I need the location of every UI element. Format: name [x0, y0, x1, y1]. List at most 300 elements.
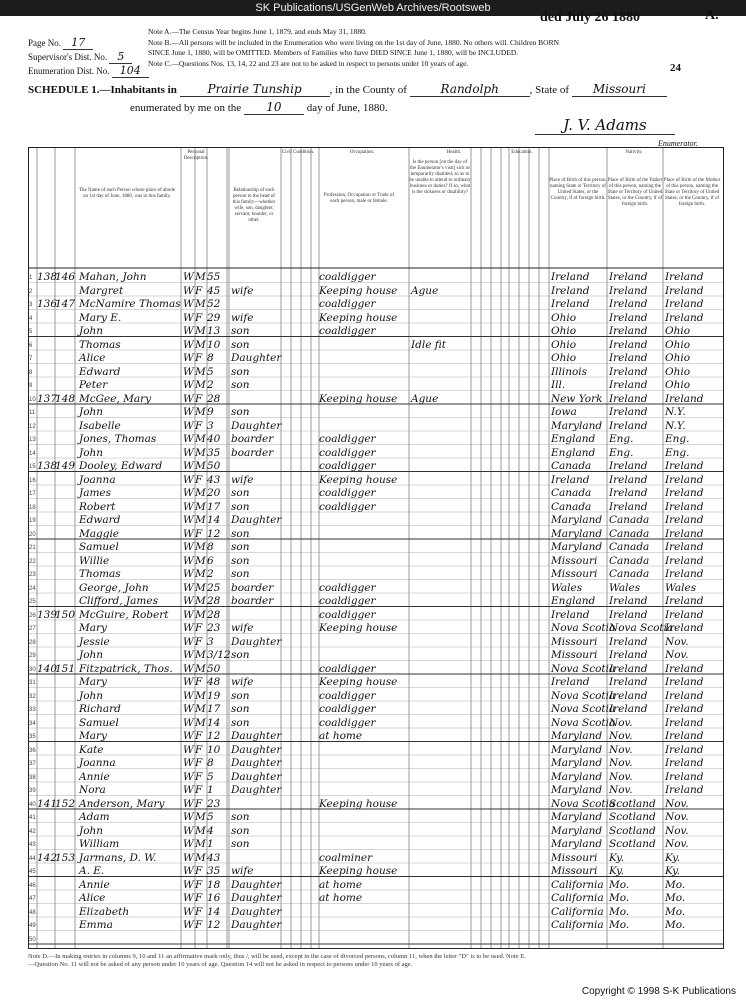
- cell-race: W: [183, 325, 194, 337]
- cell-birthplace: Nova Scotia: [551, 662, 616, 675]
- cell-age: 3: [207, 635, 214, 648]
- row-line-number: 37: [29, 761, 36, 767]
- cell-birthplace: Missouri: [551, 554, 598, 567]
- cell-mother: Ireland: [665, 568, 704, 580]
- cell-name: Mahan, John: [79, 271, 147, 283]
- health-col-head: Is the person [on the day of the Enumerator's visit] sick or temporarily disabled, so as to be unable to attend to ordinary business or duties? If so, what is the sickness or disability?: [409, 160, 471, 195]
- cell-relation: Daughter: [231, 514, 282, 526]
- cell-sex: M: [195, 433, 206, 445]
- cell-occupation: coaldigger: [319, 581, 376, 594]
- cell-mother: Ky.: [665, 851, 681, 864]
- cell-race: W: [183, 527, 194, 540]
- cell-father: Eng.: [609, 446, 634, 459]
- cell-age: 17: [207, 500, 221, 513]
- cell-relation: boarder: [231, 595, 274, 607]
- cell-age: 3/12: [207, 649, 231, 661]
- cell-mother: Ohio: [665, 379, 691, 391]
- cell-occupation: coaldigger: [319, 487, 376, 499]
- cell-age: 35: [207, 865, 221, 877]
- cell-race: W: [183, 730, 194, 742]
- cell-sex: M: [195, 568, 206, 580]
- cell-father: Canada: [609, 568, 650, 580]
- cell-birthplace: Maryland: [551, 824, 603, 837]
- cell-birthplace: Ohio: [551, 338, 577, 351]
- cell-race: W: [183, 311, 194, 324]
- cell-mother: Ireland: [665, 500, 704, 513]
- cell-sex: F: [195, 865, 203, 877]
- cell-race: W: [183, 595, 194, 607]
- cell-relation: wife: [231, 473, 254, 486]
- cell-sex: M: [195, 851, 206, 864]
- cell-age: 25: [207, 581, 221, 594]
- enumerator-label: Enumerator.: [658, 139, 698, 148]
- cell-father: Nova Scotia: [609, 622, 674, 634]
- cell-relation: boarder: [231, 581, 274, 594]
- cell-race: W: [183, 581, 194, 594]
- cell-relation: Daughter: [231, 878, 282, 891]
- cell-race: W: [183, 541, 194, 553]
- cell-sex: M: [195, 541, 206, 553]
- cell-race: W: [183, 433, 194, 445]
- cell-race: W: [183, 662, 194, 675]
- cell-sex: M: [195, 595, 206, 607]
- row-line-number: 20: [29, 531, 36, 538]
- cell-name: McGuire, Robert: [79, 608, 169, 621]
- cell-age: 45: [207, 284, 221, 297]
- cell-father: Canada: [609, 541, 650, 553]
- row-line-number: 28: [29, 639, 36, 646]
- cell-occupation: coaldigger: [319, 325, 376, 337]
- cell-sex: M: [195, 500, 206, 513]
- row-line-number: 24: [29, 585, 36, 592]
- cell-mother: Ireland: [665, 689, 704, 702]
- cell-age: 19: [207, 689, 221, 702]
- schedule-title: SCHEDULE 1.—Inhabitants in: [28, 84, 177, 96]
- row-line-number: 45: [29, 869, 36, 875]
- cell-relation: Daughter: [231, 743, 282, 756]
- cell-birthplace: Ill.: [551, 379, 566, 391]
- cell-race: W: [183, 743, 194, 756]
- cell-age: 55: [207, 271, 221, 283]
- cell-father: Ireland: [609, 473, 648, 486]
- enumerated-line: [130, 100, 388, 115]
- personal-group-head: Personal Description.: [183, 150, 209, 161]
- row-line-number: 23: [29, 572, 36, 578]
- date-stamp: ded July 26 1880: [540, 10, 640, 25]
- cell-race: W: [183, 568, 194, 580]
- note-b: Note B.—All persons will be included in the Enumeration who were living on the 1st day of June, 1880. No others will. Children BORN SINCE June 1, 1880, will be OMITTED. Members of Families who have DIED SINCE June 1, 1880, will be INCLUDED.: [148, 37, 559, 57]
- cell-name: Alice: [79, 352, 106, 364]
- cell-sex: F: [195, 757, 203, 769]
- cell-name: Edward: [79, 514, 121, 526]
- cell-birthplace: California: [551, 878, 604, 891]
- cell-birthplace: Ireland: [551, 298, 590, 310]
- cell-sex: M: [195, 811, 206, 823]
- cell-birthplace: Wales: [551, 581, 583, 594]
- county-label: , in the County of: [329, 84, 407, 96]
- cell-mother: Ireland: [665, 716, 704, 729]
- row-line-number: 2: [29, 288, 33, 295]
- cell-race: W: [183, 500, 194, 513]
- cell-age: 4: [207, 824, 214, 837]
- cell-mother: Eng.: [665, 446, 690, 459]
- cell-sex: M: [195, 487, 206, 499]
- cell-relation: son: [231, 689, 250, 702]
- cell-sex: F: [195, 892, 203, 904]
- cell-sex: F: [195, 784, 203, 796]
- cell-name: Mary: [79, 676, 107, 688]
- cell-race: W: [183, 635, 194, 648]
- cell-birthplace: Maryland: [551, 527, 603, 540]
- cell-sex: F: [195, 352, 203, 364]
- cell-occupation: coaldigger: [319, 716, 376, 729]
- cell-birthplace: Nova Scotia: [551, 797, 616, 810]
- county-value: Randolph: [410, 82, 530, 97]
- cell-relation: son: [231, 649, 250, 661]
- cell-race: W: [183, 473, 194, 486]
- cell-name: Emma: [79, 919, 113, 931]
- cell-age: 43: [207, 851, 221, 864]
- row-line-number: 42: [29, 828, 36, 835]
- cell-mother: Ireland: [665, 622, 704, 634]
- row-line-number: 31: [29, 680, 36, 686]
- footnote: Note D.—In making entries in columns 9, 10 and 11 an affirmative mark only, thus /, will be used, except in the case of divorced persons, column 11, when the letter "D" is to be used. Note E.—Question No. 11 will not be asked of any person under 10 years of age. Question 14 will not be asked in respect to persons under 10 years of age.: [28, 953, 526, 968]
- cell-age: 28: [207, 595, 221, 607]
- row-line-number: 7: [29, 356, 33, 362]
- cell-health: Idle fit: [411, 338, 447, 351]
- row-line-number: 3: [29, 302, 33, 308]
- cell-relation: Daughter: [231, 784, 282, 796]
- cell-mother: Ireland: [665, 784, 704, 796]
- cell-birthplace: Missouri: [551, 568, 598, 580]
- township-value: Prairie Tunship: [180, 82, 330, 97]
- cell-race: W: [183, 446, 194, 459]
- cell-sex: F: [195, 770, 203, 783]
- cell-mother: Ireland: [665, 541, 704, 553]
- cell-birthplace: Maryland: [551, 419, 603, 432]
- cell-family: 150: [55, 608, 76, 621]
- cell-sex: M: [195, 406, 206, 418]
- cell-age: 14: [207, 514, 221, 526]
- mother-col-head: Place of Birth of the Mother of this person, naming the State or Territory of United States, or the Country, if of foreign birth.: [663, 178, 721, 207]
- cell-birthplace: Missouri: [551, 851, 598, 864]
- cell-sex: F: [195, 635, 203, 648]
- cell-relation: wife: [231, 622, 254, 634]
- cell-occupation: Keeping house: [319, 473, 398, 486]
- cell-relation: son: [231, 838, 250, 850]
- row-line-number: 40: [29, 801, 36, 808]
- cell-father: Ireland: [609, 379, 648, 391]
- row-line-number: 36: [29, 747, 36, 754]
- name-col-head: The Name of each Person whose place of abode on 1st day of June, 1880, was in this family.: [78, 188, 176, 199]
- cell-family: 147: [55, 298, 76, 310]
- cell-occupation: Keeping house: [319, 284, 398, 297]
- cell-name: Jarmans, D. W.: [79, 851, 157, 864]
- cell-father: Ireland: [609, 392, 648, 405]
- row-line-number: 29: [29, 653, 36, 659]
- page-value: 17: [63, 36, 93, 50]
- cell-relation: Daughter: [231, 352, 282, 364]
- cell-sex: M: [195, 379, 206, 391]
- civil-group-head: Civil Condition.: [281, 150, 315, 155]
- occupation-group-head: Occupation.: [349, 150, 375, 155]
- cell-name: Richard: [79, 703, 121, 715]
- cell-sex: F: [195, 878, 203, 891]
- cell-dwelling: 142: [37, 851, 58, 864]
- cell-birthplace: Maryland: [551, 541, 603, 553]
- cell-sex: F: [195, 919, 203, 931]
- cell-race: W: [183, 365, 194, 378]
- cell-race: W: [183, 865, 194, 877]
- census-table: [28, 147, 724, 949]
- cell-race: W: [183, 905, 194, 918]
- cell-occupation: coaldigger: [319, 460, 376, 472]
- cell-sex: M: [195, 365, 206, 378]
- cell-father: Mo.: [609, 878, 630, 891]
- cell-father: Ireland: [609, 298, 648, 310]
- cell-birthplace: Canada: [551, 460, 592, 472]
- cell-relation: son: [231, 527, 250, 540]
- cell-race: W: [183, 392, 194, 405]
- cell-occupation: at home: [319, 878, 363, 891]
- cell-age: 40: [207, 433, 221, 445]
- cell-race: W: [183, 514, 194, 526]
- cell-father: Mo.: [609, 892, 630, 904]
- copyright: Copyright © 1998 S-K Publications: [581, 986, 736, 997]
- cell-mother: Ireland: [665, 473, 704, 486]
- cell-occupation: coalminer: [319, 851, 373, 864]
- cell-mother: Ireland: [665, 284, 704, 297]
- row-line-number: 26: [29, 612, 36, 619]
- cell-father: Wales: [609, 581, 641, 594]
- enumerator-signature: J. V. Adams: [535, 116, 675, 135]
- cell-sex: F: [195, 730, 203, 742]
- cell-name: Mary E.: [79, 311, 122, 324]
- cell-mother: Ireland: [665, 460, 704, 472]
- cell-father: Mo.: [609, 905, 630, 918]
- page-number: 24: [670, 62, 681, 74]
- cell-mother: Nov.: [665, 649, 689, 661]
- cell-age: 17: [207, 703, 221, 715]
- cell-race: W: [183, 284, 194, 297]
- cell-father: Scotland: [609, 824, 656, 837]
- cell-age: 10: [207, 743, 221, 756]
- cell-sex: M: [195, 662, 206, 675]
- cell-age: 52: [207, 298, 221, 310]
- father-col-head: Place of Birth of the Father of this person, naming the State or Territory of United States, or the Country, if of foreign birth.: [607, 178, 663, 207]
- row-line-number: 10: [29, 396, 36, 403]
- cell-name: John: [79, 824, 104, 837]
- cell-name: John: [79, 325, 104, 337]
- day-label: day of June, 1880.: [306, 102, 388, 114]
- cell-father: Scotland: [609, 838, 656, 850]
- cell-father: Ky.: [609, 865, 625, 877]
- cell-occupation: at home: [319, 892, 363, 904]
- cell-mother: Ireland: [665, 595, 704, 607]
- cell-birthplace: Maryland: [551, 757, 603, 769]
- cell-mother: Mo.: [665, 892, 686, 904]
- cell-birthplace: Missouri: [551, 635, 598, 648]
- cell-birthplace: Ireland: [551, 608, 590, 621]
- cell-age: 8: [207, 352, 214, 364]
- cell-name: Kate: [79, 743, 104, 756]
- cell-mother: Ireland: [665, 703, 704, 715]
- cell-mother: N.Y.: [665, 406, 686, 418]
- row-line-number: 39: [29, 788, 36, 794]
- cell-mother: Ireland: [665, 554, 704, 567]
- cell-health: Ague: [411, 392, 439, 405]
- cell-name: Clifford, James: [79, 595, 158, 607]
- cell-name: Mary: [79, 622, 107, 634]
- cell-race: W: [183, 622, 194, 634]
- cell-father: Ireland: [609, 325, 648, 337]
- cell-name: Samuel: [79, 716, 119, 729]
- cell-age: 2: [207, 568, 214, 580]
- cell-father: Ireland: [609, 460, 648, 472]
- row-line-number: 9: [29, 383, 33, 389]
- cell-sex: F: [195, 622, 203, 634]
- cell-occupation: coaldigger: [319, 446, 376, 459]
- cell-race: W: [183, 757, 194, 769]
- row-line-number: 21: [29, 545, 36, 551]
- row-line-number: 30: [29, 666, 36, 673]
- occupation-col-head: Profession, Occupation or Trade of each person, male or female.: [323, 193, 395, 204]
- supervisor-label: Supervisor's Dist. No.: [28, 52, 108, 62]
- row-line-number: 14: [29, 450, 36, 457]
- cell-family: 153: [55, 851, 76, 864]
- cell-race: W: [183, 271, 194, 283]
- cell-name: Margret: [79, 284, 124, 297]
- cell-name: John: [79, 689, 104, 702]
- day-value: 10: [244, 100, 304, 115]
- cell-birthplace: Ireland: [551, 271, 590, 283]
- cell-sex: M: [195, 838, 206, 850]
- row-line-number: 18: [29, 504, 36, 511]
- row-line-number: 6: [29, 342, 33, 349]
- cell-occupation: coaldigger: [319, 500, 376, 513]
- row-line-number: 8: [29, 369, 33, 376]
- cell-relation: son: [231, 811, 250, 823]
- cell-name: Robert: [79, 500, 116, 513]
- cell-age: 23: [207, 797, 221, 810]
- cell-birthplace: England: [551, 595, 596, 607]
- cell-sex: M: [195, 298, 206, 310]
- cell-race: W: [183, 608, 194, 621]
- cell-father: Ireland: [609, 338, 648, 351]
- cell-birthplace: England: [551, 446, 596, 459]
- cell-dwelling: 140: [37, 662, 58, 675]
- cell-birthplace: Canada: [551, 487, 592, 499]
- health-group-head: Health.: [446, 150, 462, 155]
- row-line-number: 1: [29, 275, 33, 281]
- cell-sex: F: [195, 743, 203, 756]
- cell-name: Jessie: [79, 635, 110, 648]
- row-line-number: 47: [29, 896, 36, 902]
- cell-age: 8: [207, 541, 214, 553]
- cell-mother: Ireland: [665, 743, 704, 756]
- cell-father: Ireland: [609, 608, 648, 621]
- cell-family: 152: [55, 797, 76, 810]
- cell-age: 20: [207, 487, 221, 499]
- cell-mother: Ireland: [665, 676, 704, 688]
- cell-name: Joanna: [79, 757, 116, 769]
- cell-father: Ireland: [609, 635, 648, 648]
- cell-sex: M: [195, 446, 206, 459]
- cell-race: W: [183, 838, 194, 850]
- row-line-number: 44: [29, 855, 36, 862]
- cell-occupation: coaldigger: [319, 433, 376, 445]
- cell-occupation: Keeping house: [319, 622, 398, 634]
- cell-mother: Ireland: [665, 770, 704, 783]
- row-line-number: 48: [29, 909, 36, 916]
- cell-sex: F: [195, 392, 203, 405]
- cell-mother: Mo.: [665, 878, 686, 891]
- cell-age: 50: [207, 662, 221, 675]
- cell-relation: son: [231, 703, 250, 715]
- cell-mother: Ohio: [665, 325, 691, 337]
- cell-occupation: Keeping house: [319, 311, 398, 324]
- cell-relation: wife: [231, 311, 254, 324]
- cell-mother: Nov.: [665, 635, 689, 648]
- cell-name: Anderson, Mary: [79, 797, 165, 810]
- cell-birthplace: California: [551, 919, 604, 931]
- cell-race: W: [183, 797, 194, 810]
- cell-father: Ireland: [609, 500, 648, 513]
- row-line-number: 13: [29, 437, 36, 443]
- cell-relation: Daughter: [231, 919, 282, 931]
- cell-age: 50: [207, 460, 221, 472]
- cell-race: W: [183, 554, 194, 567]
- cell-sex: M: [195, 338, 206, 351]
- note-c: Note C.—Questions Nos. 13, 14, 22 and 23 are not to be asked in respect to persons under 10 years of age.: [148, 58, 469, 68]
- cell-name: James: [79, 487, 112, 499]
- cell-birthplace: Iowa: [551, 406, 577, 418]
- cell-birthplace: England: [551, 433, 596, 445]
- cell-name: Joanna: [79, 473, 116, 486]
- cell-name: Annie: [79, 770, 110, 783]
- cell-age: 18: [207, 878, 221, 891]
- cell-relation: son: [231, 379, 250, 391]
- education-group-head: Education.: [511, 150, 533, 155]
- cell-race: W: [183, 298, 194, 310]
- cell-age: 35: [207, 446, 221, 459]
- cell-name: Thomas: [79, 568, 121, 580]
- cell-relation: boarder: [231, 446, 274, 459]
- cell-age: 12: [207, 527, 221, 540]
- cell-family: 151: [55, 662, 76, 675]
- cell-occupation: coaldigger: [319, 662, 376, 675]
- cell-birthplace: Canada: [551, 500, 592, 513]
- cell-sex: F: [195, 419, 203, 432]
- cell-name: A. E.: [79, 865, 105, 877]
- cell-birthplace: Maryland: [551, 838, 603, 850]
- cell-name: Maggie: [79, 527, 120, 540]
- cell-birthplace: Maryland: [551, 784, 603, 796]
- cell-sex: M: [195, 554, 206, 567]
- cell-age: 14: [207, 905, 221, 918]
- cell-birthplace: Maryland: [551, 811, 603, 823]
- cell-sex: F: [195, 473, 203, 486]
- cell-mother: Mo.: [665, 905, 686, 918]
- cell-mother: Ireland: [665, 730, 704, 742]
- cell-name: George, John: [79, 581, 149, 594]
- enumeration-value: 104: [112, 64, 149, 78]
- row-line-number: 5: [29, 329, 33, 335]
- cell-name: Willie: [79, 554, 110, 567]
- cell-birthplace: Ohio: [551, 325, 577, 337]
- cell-birthplace: Maryland: [551, 730, 603, 742]
- cell-sex: F: [195, 905, 203, 918]
